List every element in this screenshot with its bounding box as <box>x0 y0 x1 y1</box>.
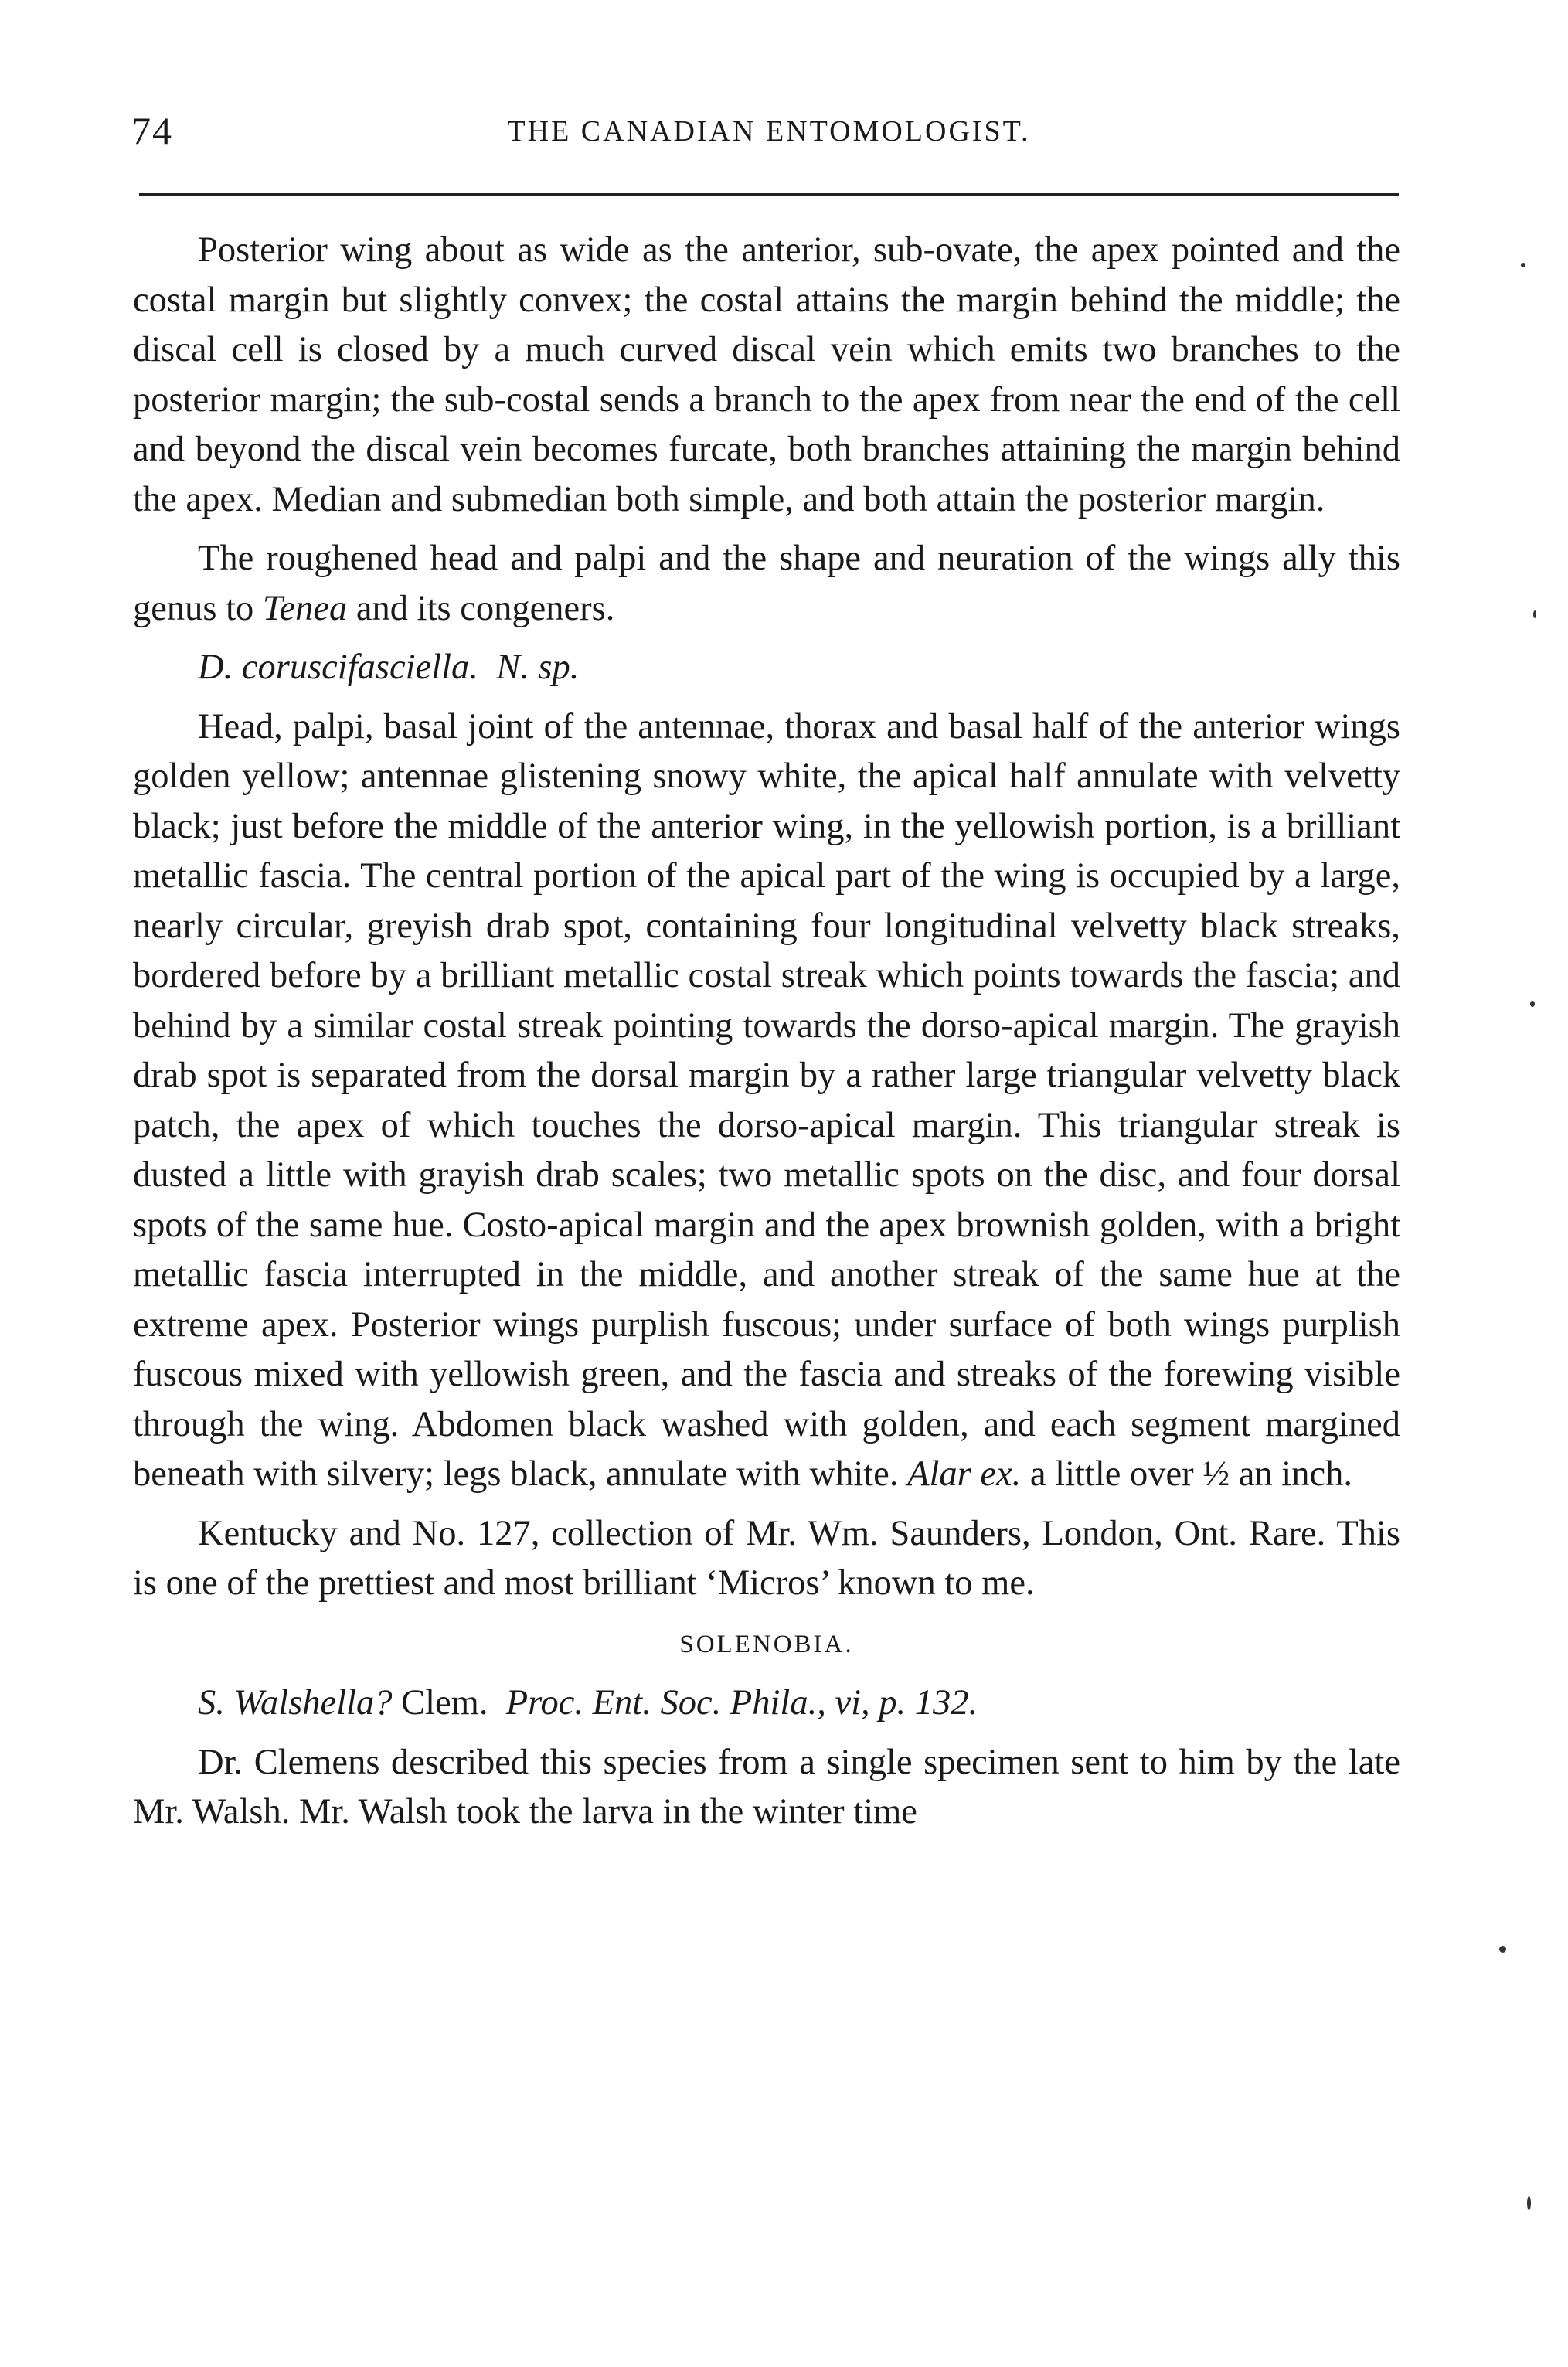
species-name: D. coruscifasciella. <box>198 648 478 687</box>
running-title: THE CANADIAN ENTOMOLOGIST. <box>507 115 1031 148</box>
scan-speck <box>1521 263 1525 267</box>
body-text <box>133 226 1400 1838</box>
genus-affinity-end: and its congeners. <box>355 588 615 628</box>
alar-value: a little over ½ an inch. <box>1029 1454 1352 1494</box>
page-header <box>131 108 1406 162</box>
genus-affinity-text: The roughened head and palpi and the shape and neuration of the wings ally this genus to <box>133 539 1400 628</box>
paragraph-posterior-wing: Posterior wing about as wide as the anterior, sub-ovate, the apex pointed and the costal margin but slightly convex; the costal attains the margin behind the middle; the discal cell is closed by a much curved discal vein which emits two branches to the posterior margin; the sub-costal sends a branch to the apex from near the end of the cell and beyond the discal vein becomes furcate, both branches attaining the margin behind the apex. Median and submedian both simple, and both attain the posterior margin. <box>133 230 1400 519</box>
header-rule <box>139 193 1399 196</box>
species-author: Clem. <box>401 1683 488 1723</box>
page-number: 74 <box>131 109 173 152</box>
scan-speck <box>1530 1001 1535 1007</box>
scan-speck <box>1527 2196 1531 2210</box>
species-status: N. sp. <box>496 648 580 687</box>
section-title: SOLENOBIA. <box>679 1630 854 1658</box>
genus-name: Tenea <box>262 588 348 628</box>
paragraph-genus-affinity <box>133 534 1400 634</box>
species-name-walshella: S. Walshella? <box>198 1683 393 1723</box>
paragraph-clemens: Dr. Clemens described this species from a single specimen sent to him by the late Mr. Walsh. Mr. Walsh took the larva in the winter time <box>133 1742 1400 1831</box>
alar-label: Alar ex. <box>907 1454 1022 1494</box>
species-reference: Proc. Ent. Soc. Phila., vi, p. 132. <box>505 1683 978 1723</box>
description-text: Head, palpi, basal joint of the antennae, thorax and basal half of the anterior wings golden yellow; antennae glistening snowy white, the apical half annulate with velvetty black; just before the middle of the anterior wing, in the yellowish portion, is a brilliant metallic fascia. The central portion of the apical part of the wing is occupied by a large, nearly circular, greyish drab spot, containing four longitudinal velvetty black streaks, bordered before by a brilliant metallic costal streak which points towards the fascia; and behind by a similar costal streak pointing towards the dorso-apical margin. The grayish drab spot is separated from the dorsal margin by a rather large triangular velvetty black patch, the apex of which touches the dorso-apical margin. This triangular streak is dusted a little with grayish drab scales; two metallic spots on the disc, and four dorsal spots of the same hue. Costo-apical margin and the apex brownish golden, with a bright metallic fascia interrupted in the middle, and another streak of the same hue at the extreme apex. Posterior wings purplish fuscous; under surface of both wings purplish fuscous mixed with yellowish green, and the fascia and streaks of the forewing visible through the wing. Abdomen black washed with golden, and each segment margined beneath with silvery; legs black, annulate with white. <box>133 706 1400 1494</box>
species-heading-coruscifasciella <box>133 643 1400 693</box>
paragraph-locality: Kentucky and No. 127, collection of Mr. Wm. Saunders, London, Ont. Rare. This is one of the prettiest and most brilliant ‘Micros’ known to me. <box>133 1513 1400 1603</box>
species-heading-walshella <box>133 1678 1400 1729</box>
scan-speck <box>1533 610 1536 618</box>
scan-speck <box>1499 1946 1506 1953</box>
paragraph-description <box>133 702 1400 1500</box>
